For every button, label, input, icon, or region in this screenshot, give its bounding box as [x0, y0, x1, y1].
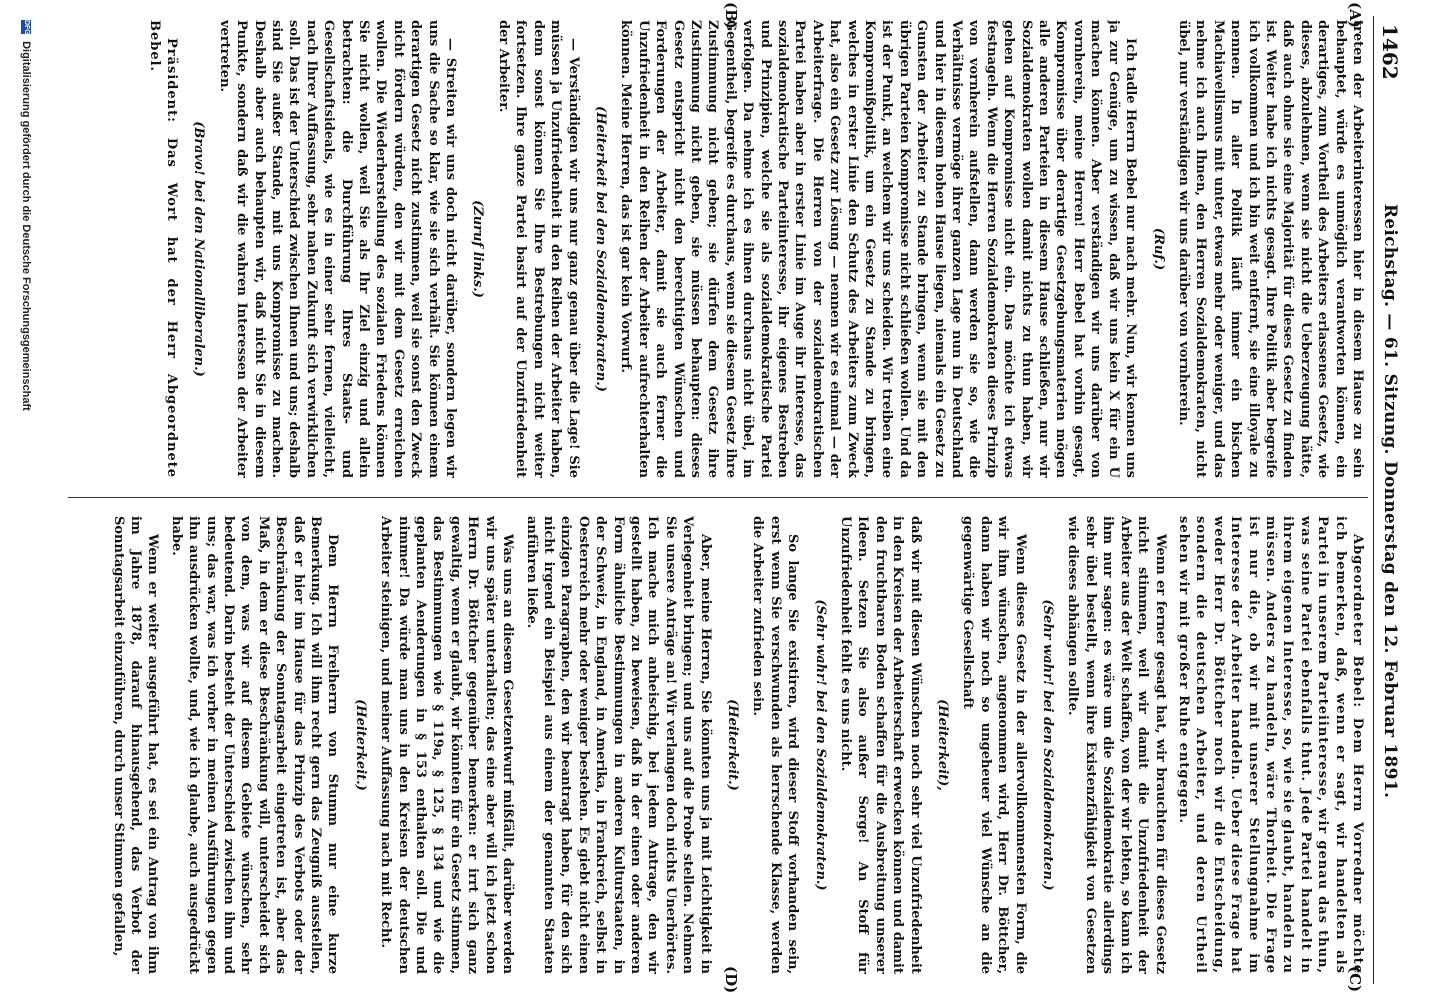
paragraph: — Verständigen wir uns nur ganz genau über die Lage! Sie müssen ja Unzufriedenheit in den Reihen der Arbeiter haben, denn sonst können Sie Ihre Bestrebungen nicht weiter fortsetzen. Ihre ganze Partei basirt auf der Unzufriedenheit der Arbeiter. [495, 20, 581, 478]
interjection: (Sehr wahr! bei den Sozialdemokraten.) [1040, 599, 1056, 891]
interjection: (Heiterkeit bei den Sozialdemokraten.) [592, 106, 608, 392]
paragraph: So lange Sie existiren, wird dieser Stoff vorhanden sein, erst wenn Sie verschwunden als herrschende Klasse, werden die Arbeiter zufrieden sein. [750, 516, 801, 974]
interjection: (Sehr wahr! bei den Sozialdemokraten.) [812, 599, 828, 891]
left-column [56, 20, 1366, 478]
speaker-paragraph: Abgeordneter Bebel: Dem Herrn Vorredner möchte ich bemerken, daß, wenn er sagt, wir handelten als Partei in unserem Parteiinteresse, wir genau das thun, was seine Partei ebenfalls thut. Jede Partei handelt in ihrem eigenen Interesse, so, wie sie glaubt, handeln zu müssen. Anders zu handeln, wäre Thorheit. Die Frage ist nur die, ob wir mit unserer Stellungnahme im Interesse der Arbeiter handeln. Ueber diese Frage hat weder Herr Dr. Böttcher noch wir die Entscheidung, sondern die deutschen Arbeiter, und deren Urtheil sehen wir mit großer Ruhe entgegen. [1175, 516, 1365, 974]
paragraph: Wenn er ferner gesagt hat, wir brauchten für dieses Gesetz nicht stimmen, weil wir damit die Unzufriedenheit der Arbeiter aus der Welt schaffen, von der wir lebten, so kann ich ihm nur sagen: es wäre um die Sozialdemokratie allerdings sehr übel bestellt, wenn ihre Existenzfähigkeit von Gesetzen wie dieses abhängen sollte. [1065, 516, 1168, 974]
margin-marker-a: (A) [1346, 2, 1364, 28]
footer-text: Digitalisierung gefördert durch die Deutsche Forschungsgemeinschaft [20, 41, 32, 411]
interjection: (Heiterkeit), [935, 699, 951, 791]
margin-marker-b: (B) [722, 2, 740, 29]
interjection: (Heiterkeit.) [352, 699, 368, 791]
paragraph: Dem Herrn Freiherrn von Stumm nur eine kurze Bemerkung. Ich will ihm recht gern das Zeugniß ausstellen, daß er hier im Hause für das Prinzip des Verbots oder der Beschränkung der Sonntagsarbeit eingetreten ist, aber das Maß, in dem er diese Beschränkung will, unterscheidet sich von dem, was wir auf diesem Gebiete wünschen, sehr bedeutend. Darin besteht der Unterschied zwischen ihm und uns; das war, was ich vorher in meinen Ausführungen gegen ihn ausdrücken wollte, und, wie ich glaube, auch ausgedrückt habe. [168, 516, 341, 974]
interjection: (Zuruf links.) [470, 200, 486, 298]
interjection: (Bravo! bei den Nationalliberalen.) [191, 121, 207, 377]
paragraph: Ich tadle Herrn Bebel nur nach mehr. Nun, wir kennen uns ja zur Genüge, um zu wissen, daß wir uns kein X für ein U machen können. Aber verständigen wir uns darüber von vornherein, meine Herren! Herr Bebel hat vorhin gesagt, Kompromisse über derartige Gesetzgebungsmaterien mögen alle anderen Parteien in diesem Hause schließen, nur wir Sozialdemokraten wollen damit nichts zu thun haben, wir gehen auf Kompromisse nicht ein. Das möchte ich etwas festnageln. Wenn die Herren Sozialdemokraten dieses Prinzip von vornherein aufstellen, dann werden sie so, wie die Verhältnisse vermöge ihrer ganzen Lage nun in Deutschland und hier in diesem hohen Hause liegen, niemals ein Gesetz zu Gunsten der Arbeiter zu Stande bringen, wenn sie mit den übrigen Parteien Kompromisse nicht schließen wollen. Und da ist der Punkt, an welchem wir uns scheiden. Wir treiben eine Kompromißpolitik, um ein Gesetz zu Stande zu bringen, welches in erster Linie den Schutz des Arbeiters zum Zweck hat, also ein Gesetz zur Lösung — nennen wir es einmal — der Arbeiterfrage. Die Herren von der sozialdemokratischen Partei haben aber in erster Linie im Auge ihr Interesse, das sozialdemokratische Parteiinteresse, ihr eigenes Bestreben und Prinzipien, welche sie als sozialdemokratische Partei verfolgen. Da nehme ich es ihnen durchaus nicht übel, im Gegentheil, begreife es durchaus, wenn sie diesem Gesetz ihre Zustimmung nicht geben; sie dürfen dem Gesetz ihre Zustimmung nicht geben, sie müssen behaupten: dieses Gesetz entspricht nicht den berechtigten Wünschen und Forderungen der Arbeiter, damit sie auch ferner die Unzufriedenheit in den Reihen der Arbeiter aufrechterhalten können. Meine Herren, das ist gar kein Vorwurf. [618, 20, 1139, 478]
paragraph: daß wir mit diesen Wünschen noch sehr viel Unzufriedenheit in den Kreisen der Arbeiterschaft erwecken können und damit den fruchtbaren Boden schaffen für die Ausbreitung unserer Ideen. Setzen Sie also außer Sorge! An Stoff für Unzufriedenheit fehlt es uns nicht. [838, 516, 923, 974]
paragraph: Was uns an diesem Gesetzentwurf mißfällt, darüber werden wir uns später unterhalten; das eine aber will ich jetzt schon Herrn Dr. Böttcher gegenüber bemerken: er irrt sich ganz gewaltig, wenn er glaubt, wir könnten für ein Gesetz stimmen, das Bestimmungen wie § 119a, § 125, § 134 und wie die geplanten Aenderungen in § 153 enthalten soll. Die und nimmer! Da würde man uns in den Kreisen der deutschen Arbeiter steinigen, und meiner Auffassung nach mit Recht. [378, 516, 516, 974]
page-content [44, 2, 1404, 994]
digitization-footer [20, 20, 32, 980]
right-column [56, 516, 1366, 974]
page-number: 1462 [1378, 24, 1402, 80]
interjection: (Ruf.) [1150, 227, 1166, 271]
paragraph: — Streiten wir uns doch nicht darüber, sondern legen wir uns die Sache so klar, wie sie sich verhält. Sie können einem derartigen Gesetz nicht zustimmen, weil sie sonst den Zweck nicht fördern würden, den wir mit dem Gesetz erreichen wollen. Die Wiederherstellung des sozialen Friedens können Sie nicht wollen, weil Sie als Ihr Ziel einzig und allein betrachten: die Durchführung Ihres Staats- und Gesellschaftsideals, wie es in einer sehr fernen, vielleicht, nach Ihrer Auffassung, sehr nahen Zukunft sich verwirklichen soll. Das ist der Unterschied zwischen Ihnen und uns; deshalb sind Sie außer Stande, mit uns Kompromisse zu machen. Deshalb aber auch behaupten wir, daß nicht Sie in diesem Punkte, sondern daß wir die wahren Interessen der Arbeiter vertreten. [216, 20, 459, 478]
running-title: Reichstag. — 61. Sitzung. Donnerstag den 12. Februar 1891. [1380, 203, 1400, 799]
paragraph: Wenn er weiter ausgeführt hat, es sei ein Antrag von ihm im Jahre 1878, darauf hinausgehend, das Verbot der Sonntagsarbeit einzuführen, durch unser Stimmen gefallen, [110, 516, 161, 974]
margin-marker-d: (D) [722, 966, 740, 994]
page-header [1373, 16, 1404, 984]
margin-marker-c: (C) [1346, 966, 1364, 993]
dfg-logo-icon: DFG [22, 20, 30, 35]
speaker-paragraph: Präsident: Das Wort hat der Herr Abgeordnete Bebel. [146, 20, 179, 478]
paragraph: Aber, meine Herren, Sie könnten uns ja mit Leichtigkeit in Verlegenheit bringen; und uns auf die Probe stellen. Nehmen Sie unsere Anträge an! Wir verlangen doch nichts Unerhörtes. Ich mache mich anheischig, bei jedem Antrage, den wir gestellt haben, zu beweisen, daß in der einen oder anderen Form ähnliche Bestimmungen in anderen Kulturstaaten, in der Schweiz, in England, in Amerika, in Frankreich, selbst in Oesterreich mehr oder weniger bestehen. Es giebt nicht einen einzigen Paragraphen, den wir beantragt haben, für den sich nicht irgend ein Beispiel aus einem der genannten Staaten anführen ließe. [523, 516, 713, 974]
paragraph: Wenn dieses Gesetz in der allervollkommensten Form, die wir ihm wünschen, angenommen wird, Herr Dr. Böttcher, dann haben wir noch so ungeheuer viel Wünsche an die gegenwärtige Gesellschaft [960, 516, 1028, 974]
column-divider [68, 497, 1368, 498]
paragraph: treten der Arbeiterinteressen hier in diesem Hause zu sein behauptet, würde es unmöglich verantworten können, ein derartiges, zum Vortheil des Arbeiters erlassenes Gesetz, wie dieses, abzulehnen, wenn sie nicht die Ueberzeugung hätte, daß auch ohne sie eine Majorität für dieses Gesetz zu finden ist. Weiter habe ich nichts gesagt. Ihre Politik aber begreife ich vollkommen und ich bin weit entfernt, sie eine illoyale zu nennen. In aller Politik läuft immer ein bischen Machiavellismus mit unter, etwas mehr oder weniger, und das nehme ich auch Ihnen, den Herren Sozialdemokraten, nicht übel, nur verständigen wir uns darüber von vornherein. [1175, 20, 1365, 478]
interjection: (Heiterkeit.) [725, 699, 740, 791]
